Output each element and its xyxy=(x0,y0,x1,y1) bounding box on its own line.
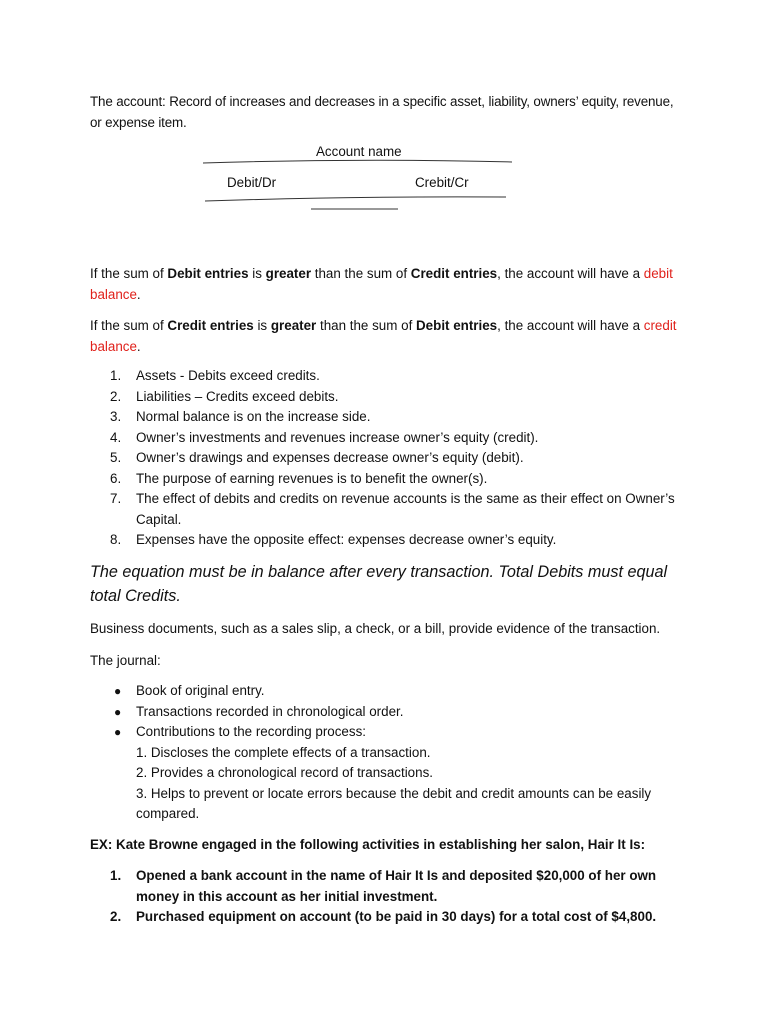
journal-heading: The journal: xyxy=(90,653,161,668)
list-number: 2. xyxy=(110,909,122,924)
journal-list-container xyxy=(90,681,680,825)
sub-item: 3. Helps to prevent or locate errors because the debit and credit amounts can be easily compared. xyxy=(136,785,652,821)
account-definition-text: Record of increases and decreases in a specific asset, liability, owners’ equity, revenue, or expense item. xyxy=(90,94,674,130)
list-item-text: Owner’s investments and revenues increase owner’s equity (credit). xyxy=(136,429,539,445)
text-run: , the account will have a xyxy=(497,266,644,281)
list-item xyxy=(90,448,680,469)
bold-term: Debit entries xyxy=(167,266,249,281)
list-item-text: Expenses have the opposite effect: expenses decrease owner’s equity. xyxy=(136,532,557,547)
list-number: 1. xyxy=(110,368,122,383)
list-number: 1. xyxy=(110,868,122,883)
bullet-icon: ● xyxy=(114,684,122,698)
example-heading: EX: Kate Browne engaged in the following activities in establishing her salon, Hair It Is: xyxy=(90,837,646,852)
text-run: . xyxy=(136,338,141,354)
t-account-credit-label: Crebit/Cr xyxy=(415,175,469,190)
journal-bullet-list xyxy=(90,681,680,825)
example-list xyxy=(90,866,680,928)
list-number: 8. xyxy=(110,532,122,547)
list-item xyxy=(90,387,680,408)
bold-term: greater xyxy=(270,318,317,333)
list-item-text: Liabilities – Credits exceed debits. xyxy=(136,388,339,404)
list-item xyxy=(90,469,680,490)
t-account-bottom-line xyxy=(205,197,506,201)
list-number: 2. xyxy=(110,388,122,404)
text-run: than the sum of xyxy=(316,318,417,333)
list-number: 7. xyxy=(110,491,122,506)
bullet-item xyxy=(90,681,680,702)
list-item-text: Purchased equipment on account (to be paid in 30 days) for a total cost of $4,800. xyxy=(136,909,657,924)
list-item-text: Opened a bank account in the name of Hair It Is and deposited $20,000 of her own money in this account as her initial investment. xyxy=(136,868,657,904)
debit-credit-rules-list xyxy=(90,366,680,551)
list-number: 4. xyxy=(110,429,122,445)
list-item xyxy=(90,530,680,551)
list-item xyxy=(90,366,680,387)
text-run: than the sum of xyxy=(311,266,411,281)
list-number: 6. xyxy=(110,470,122,486)
list-number: 3. xyxy=(110,409,122,424)
business-documents-paragraph: Business documents, such as a sales slip, a check, or a bill, provide evidence of the transaction. xyxy=(90,621,661,636)
debit-balance-highlight: debit balance xyxy=(90,266,673,302)
bullet-text: Contributions to the recording process: xyxy=(136,724,366,739)
bullet-item xyxy=(90,702,680,723)
sub-item: 1. Discloses the complete effects of a transaction. xyxy=(136,744,431,760)
debit-balance-paragraph xyxy=(90,264,680,305)
list-item-text: The purpose of earning revenues is to benefit the owner(s). xyxy=(136,470,488,486)
list-item-text: Normal balance is on the increase side. xyxy=(136,409,371,424)
text-run: If the sum of xyxy=(90,318,168,333)
bold-term: greater xyxy=(265,266,312,281)
list-item xyxy=(90,907,680,928)
list-item-text: Assets - Debits exceed credits. xyxy=(136,368,320,383)
list-item xyxy=(90,407,680,428)
bullet-text: Transactions recorded in chronological order. xyxy=(136,703,404,719)
text-run: is xyxy=(253,318,271,333)
t-account-debit-label: Debit/Dr xyxy=(227,175,277,190)
credit-balance-paragraph xyxy=(90,316,680,357)
credit-balance-highlight: credit balance xyxy=(90,318,677,354)
list-item xyxy=(90,866,680,907)
bold-term: Credit entries xyxy=(167,318,254,333)
rules-list-container xyxy=(90,366,680,551)
account-definition-label: The account: xyxy=(90,94,166,109)
text-run: , the account will have a xyxy=(497,318,644,333)
text-run: is xyxy=(248,266,266,281)
list-item xyxy=(90,428,680,449)
equation-note: The equation must be in balance after every transaction. Total Debits must equal total Credits. xyxy=(90,563,668,605)
list-item-text: The effect of debits and credits on revenue accounts is the same as their effect on Owner’s Capital. xyxy=(136,491,675,527)
t-account-name: Account name xyxy=(316,144,402,159)
sub-item: 2. Provides a chronological record of transactions. xyxy=(136,765,433,780)
bullet-item xyxy=(90,722,680,825)
bullet-text: Book of original entry. xyxy=(136,683,265,698)
text-run: . xyxy=(136,286,141,302)
bold-term: Credit entries xyxy=(410,266,498,281)
list-item xyxy=(90,489,680,530)
account-definition xyxy=(90,92,680,133)
bullet-icon: ● xyxy=(114,704,122,719)
bold-term: Debit entries xyxy=(416,318,498,333)
list-number: 5. xyxy=(110,450,122,465)
text-run: If the sum of xyxy=(90,266,168,281)
example-list-container xyxy=(90,866,680,928)
bullet-icon: ● xyxy=(114,725,122,739)
list-item-text: Owner’s drawings and expenses decrease owner’s equity (debit). xyxy=(136,450,524,465)
